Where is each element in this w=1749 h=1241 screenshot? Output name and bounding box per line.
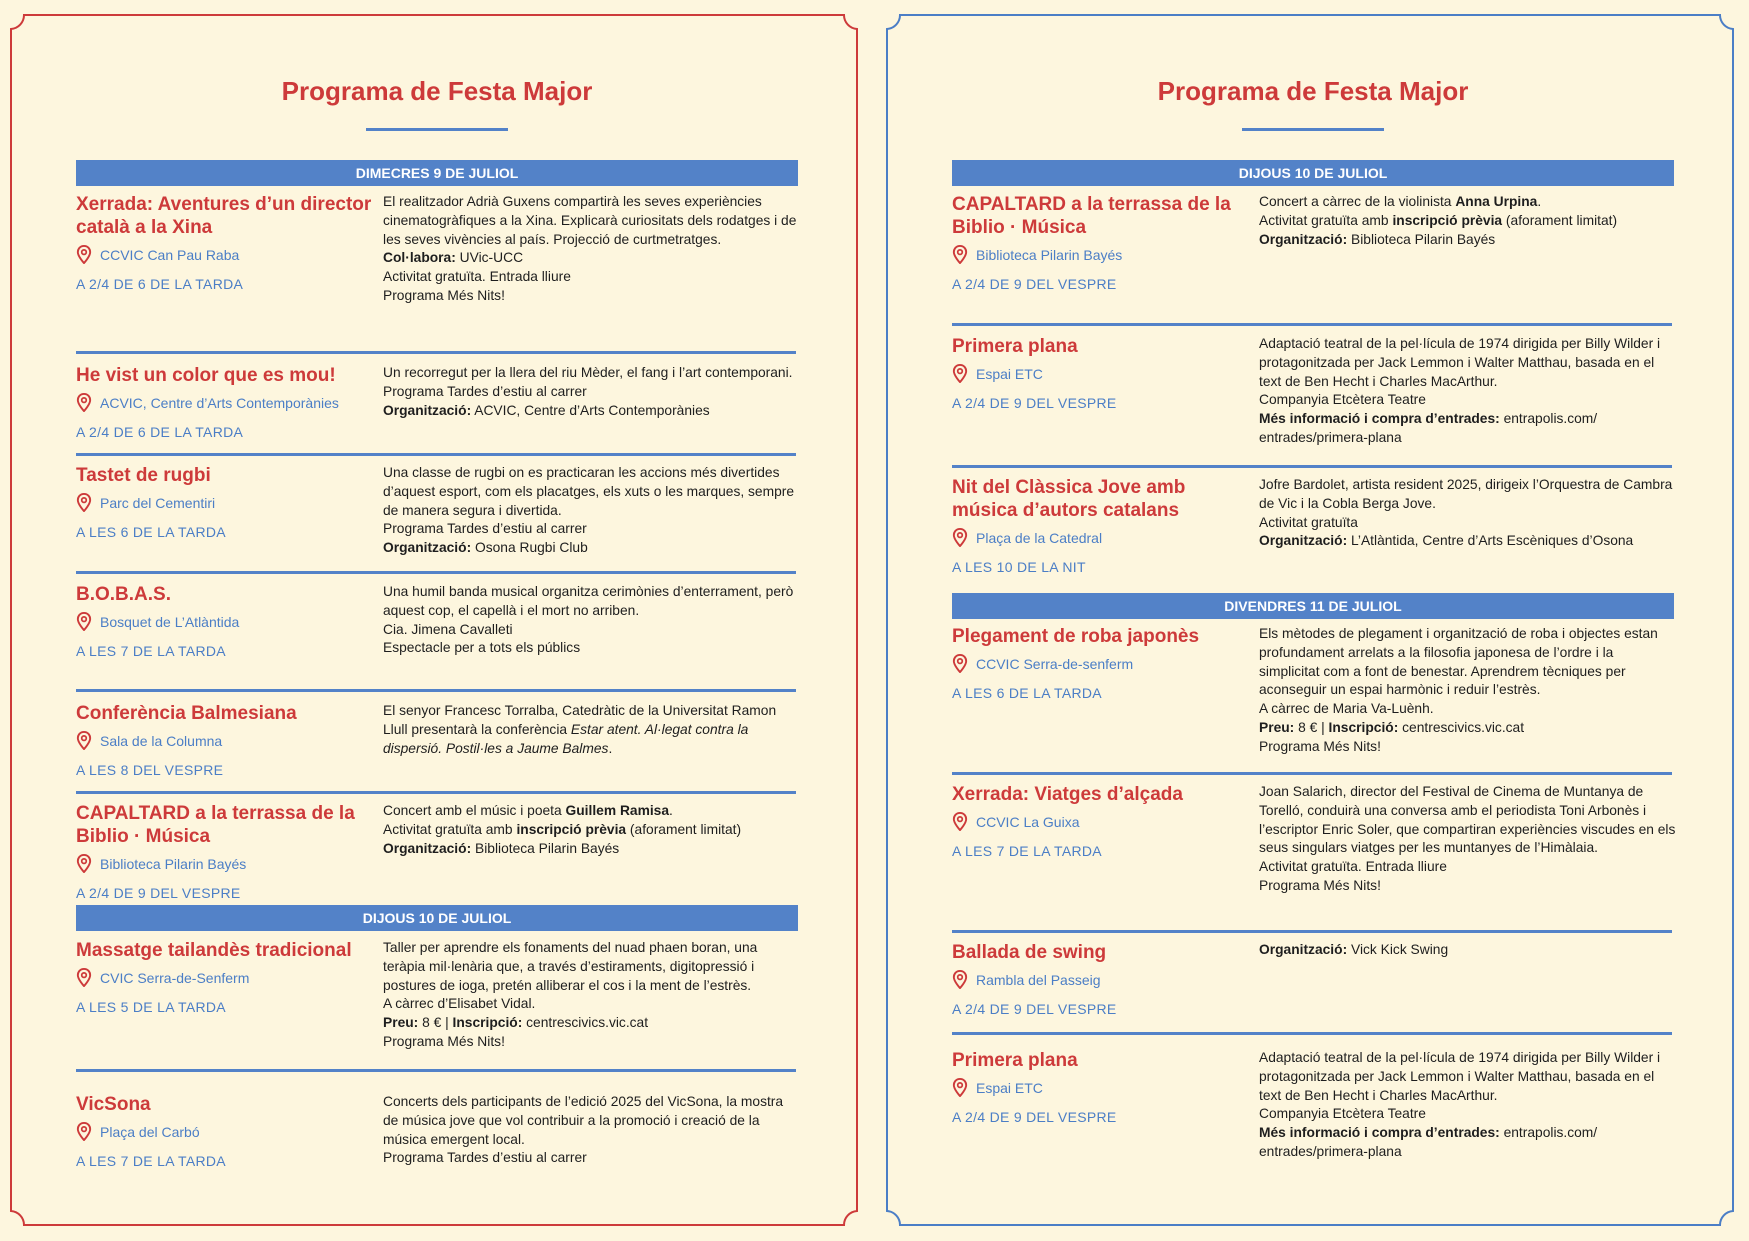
- event-title: Conferència Balmesiana: [76, 703, 297, 724]
- event-title: Ballada de swing: [952, 942, 1107, 963]
- event-description: [383, 364, 801, 420]
- description-text: Concert amb el músic i poeta: [383, 803, 566, 818]
- event-description: [1259, 941, 1677, 960]
- description-text: inscripció prèvia: [1392, 212, 1503, 228]
- event-time: A 2/4 DE 6 DE LA TARDA: [76, 276, 244, 292]
- description-text: Concert a càrrec de la violinista: [1259, 194, 1456, 209]
- description-line: [383, 821, 801, 840]
- event-time: A LES 7 DE LA TARDA: [952, 843, 1102, 859]
- event-location: [952, 528, 1252, 547]
- description-text: .: [608, 740, 613, 756]
- location-pin-icon: [76, 245, 92, 264]
- description-text: Organització:: [1259, 231, 1348, 247]
- description-text: Organització:: [1259, 533, 1348, 549]
- event-location-label: Espai ETC: [976, 365, 1043, 382]
- event-time: A 2/4 DE 9 DEL VESPRE: [952, 1109, 1117, 1125]
- event-description: [383, 802, 801, 858]
- description-text: Programa Tardes d’estiu al carrer: [383, 1150, 587, 1166]
- event-title: Nit del Clàssica Jove amb música d’autors catalans: [952, 477, 1186, 521]
- description-line: [383, 268, 801, 287]
- description-line: [383, 1033, 801, 1052]
- event-separator: [952, 323, 1672, 326]
- event-location-label: Espai ETC: [976, 1079, 1043, 1096]
- event-location: [952, 364, 1252, 383]
- description-text: Organització:: [1259, 942, 1348, 957]
- description-line: [1259, 476, 1677, 514]
- description-text: entrapolis.com/ entrades/primera-plana: [1259, 411, 1598, 445]
- description-line: [1259, 877, 1677, 896]
- event-location-label: Sala de la Columna: [100, 732, 223, 749]
- event-title: Primera plana: [952, 1050, 1078, 1071]
- event-title: VicSona: [76, 1094, 151, 1115]
- description-text: centrescivics.vic.cat: [522, 1015, 649, 1031]
- event-time: A 2/4 DE 9 DEL VESPRE: [76, 885, 241, 901]
- event-description: [1259, 193, 1677, 249]
- description-line: [383, 464, 801, 520]
- description-line: [383, 193, 801, 249]
- description-text: Taller per aprendre els fonaments del nuad phaen boran, una teràpia mil·lenària que, a través d’estiraments, digitopressió i postures de ioga, pretén alliberar el cos i la ment de l’estrès.: [383, 940, 758, 993]
- description-text: Programa Més Nits!: [383, 1033, 505, 1049]
- event-location: [952, 1078, 1252, 1097]
- event-location-label: Plaça del Carbó: [100, 1123, 200, 1140]
- event-location: [76, 731, 376, 750]
- event-location: [76, 612, 376, 631]
- description-text: UVic-UCC: [455, 250, 524, 266]
- event-separator: [76, 571, 796, 574]
- location-pin-icon: [952, 970, 968, 989]
- page-title: Programa de Festa Major: [1157, 76, 1469, 106]
- description-text: Activitat gratuïta: [1259, 514, 1358, 530]
- description-text: Adaptació teatral de la pel·lícula de 1974 dirigida per Billy Wilder i protagonitzada per Jack Lemmon i Walter Matthau, basada en el text de Ben Hecht i Charles MacArthur.: [1259, 1050, 1661, 1103]
- location-pin-icon: [76, 612, 92, 631]
- event-location-label: Biblioteca Pilarin Bayés: [100, 855, 247, 872]
- description-line: [383, 249, 801, 268]
- event-separator: [76, 689, 796, 692]
- description-text: entrapolis.com/ entrades/primera-plana: [1259, 1125, 1598, 1159]
- location-pin-icon: [76, 493, 92, 512]
- description-line: [383, 583, 801, 621]
- location-pin-icon: [952, 528, 968, 547]
- description-line: [383, 639, 801, 658]
- event-separator: [952, 465, 1672, 468]
- description-text: 8 € |: [418, 1015, 453, 1031]
- description-line: [383, 939, 801, 995]
- description-line: [383, 520, 801, 539]
- description-line: [383, 383, 801, 402]
- description-line: [1259, 532, 1677, 551]
- description-line: [1259, 719, 1677, 738]
- description-line: [383, 364, 801, 383]
- description-line: [1259, 858, 1677, 877]
- location-pin-icon: [76, 393, 92, 412]
- description-text: Concerts dels participants de l’edició 2025 del VicSona, la mostra de música jove que vol contribuir a la promoció i creació de la música emergent local.: [383, 1094, 784, 1147]
- event-location-label: Plaça de la Catedral: [976, 529, 1103, 546]
- description-text: Organització:: [383, 402, 472, 418]
- event-time: A LES 6 DE LA TARDA: [952, 685, 1102, 701]
- location-pin-icon: [76, 854, 92, 873]
- description-line: [1259, 738, 1677, 757]
- event-time: A LES 6 DE LA TARDA: [76, 524, 226, 540]
- title-underline: [1242, 128, 1384, 131]
- event-description: [383, 193, 801, 306]
- event-time: A 2/4 DE 9 DEL VESPRE: [952, 276, 1117, 292]
- description-line: [1259, 1105, 1677, 1124]
- event-location: [76, 245, 376, 264]
- description-line: [1259, 625, 1677, 700]
- page-title: Programa de Festa Major: [281, 76, 593, 106]
- event-time: A LES 7 DE LA TARDA: [76, 1153, 226, 1169]
- event-separator: [76, 791, 796, 794]
- description-text: Una humil banda musical organitza cerimònies d’enterrament, però aquest cop, el capellà i el mort no arriben.: [383, 584, 794, 618]
- event-location-label: CCVIC La Guixa: [976, 813, 1080, 830]
- description-text: (aforament limitat): [626, 821, 742, 837]
- description-text: Un recorregut per la llera del riu Mèder, el fang i l’art contemporani.: [383, 365, 793, 380]
- description-text: Guillem Ramisa: [565, 803, 670, 818]
- event-location: [76, 393, 376, 412]
- program-panel-left: [10, 14, 858, 1226]
- description-line: [383, 539, 801, 558]
- event-location-label: CCVIC Can Pau Raba: [100, 246, 240, 263]
- event-location-label: Biblioteca Pilarin Bayés: [976, 246, 1123, 263]
- description-line: [1259, 335, 1677, 391]
- event-separator: [952, 1032, 1672, 1035]
- description-text: Més informació i compra d’entrades:: [1259, 1125, 1500, 1141]
- event-location: [76, 1122, 376, 1141]
- event-separator: [76, 453, 796, 456]
- location-pin-icon: [952, 812, 968, 831]
- event-location-label: CVIC Serra-de-Senferm: [100, 969, 250, 986]
- description-line: [1259, 193, 1677, 212]
- location-pin-icon: [76, 968, 92, 987]
- event-time: A LES 5 DE LA TARDA: [76, 999, 226, 1015]
- description-text: Espectacle per a tots els públics: [383, 640, 581, 656]
- description-line: [383, 1093, 801, 1149]
- description-text: A càrrec d’Elisabet Vidal.: [383, 996, 536, 1012]
- event-title: Plegament de roba japonès: [952, 626, 1200, 647]
- event-time: A 2/4 DE 6 DE LA TARDA: [76, 424, 244, 440]
- description-text: .: [1537, 194, 1542, 209]
- description-text: Estar atent. Al·legat contra la dispersió. Postil·les a Jaume Balmes: [383, 721, 749, 756]
- description-line: [1259, 941, 1677, 960]
- event-location: [952, 654, 1252, 673]
- event-location: [76, 968, 376, 987]
- location-pin-icon: [952, 364, 968, 383]
- event-description: [383, 464, 801, 558]
- event-title: Massatge tailandès tradicional: [76, 940, 352, 961]
- day-header: DIJOUS 10 DE JULIOL: [76, 905, 798, 931]
- description-text: Biblioteca Pilarin Bayés: [471, 840, 620, 856]
- description-text: A càrrec de Maria Va-Luènh.: [1259, 701, 1434, 717]
- event-location-label: CCVIC Serra-de-senferm: [976, 655, 1134, 672]
- location-pin-icon: [76, 731, 92, 750]
- description-text: Programa Tardes d’estiu al carrer: [383, 521, 587, 537]
- description-text: ACVIC, Centre d’Arts Contemporànies: [471, 402, 710, 418]
- description-line: [383, 802, 801, 821]
- day-header: DIMECRES 9 DE JULIOL: [76, 160, 798, 186]
- event-title: Xerrada: Viatges d’alçada: [952, 784, 1183, 805]
- description-text: Una classe de rugbi on es practicaran les accions més divertides d’aquest esport, com els placatges, els xuts o les marques, sempre de manera segura i divertida.: [383, 465, 795, 518]
- event-description: [1259, 1049, 1677, 1162]
- event-description: [383, 702, 801, 758]
- event-description: [1259, 625, 1677, 757]
- event-description: [383, 939, 801, 1052]
- description-text: Cia. Jimena Cavalleti: [383, 621, 513, 637]
- event-location: [76, 493, 376, 512]
- description-line: [1259, 700, 1677, 719]
- location-pin-icon: [76, 1122, 92, 1141]
- description-text: Programa Tardes d’estiu al carrer: [383, 383, 587, 399]
- description-line: [1259, 1124, 1677, 1162]
- description-text: Osona Rugbi Club: [471, 540, 588, 556]
- description-text: Preu:: [1259, 719, 1295, 735]
- description-text: L’Atlàntida, Centre d’Arts Escèniques d’Osona: [1347, 533, 1634, 549]
- location-pin-icon: [952, 245, 968, 264]
- event-location: [952, 970, 1252, 989]
- description-text: Organització:: [383, 840, 472, 856]
- description-line: [1259, 1049, 1677, 1105]
- description-line: [1259, 212, 1677, 231]
- description-line: [1259, 783, 1677, 858]
- description-text: Activitat gratuïta amb: [383, 821, 517, 837]
- description-text: 8 € |: [1294, 719, 1329, 735]
- description-text: inscripció prèvia: [516, 821, 627, 837]
- event-description: [1259, 476, 1677, 551]
- event-time: A LES 8 DEL VESPRE: [76, 762, 224, 778]
- event-description: [383, 583, 801, 658]
- event-location-label: ACVIC, Centre d’Arts Contemporànies: [100, 394, 339, 411]
- description-text: Companyia Etcètera Teatre: [1259, 392, 1426, 408]
- description-text: .: [669, 803, 673, 818]
- event-description: [1259, 783, 1677, 896]
- program-panel-right: [886, 14, 1734, 1226]
- description-text: Organització:: [383, 540, 472, 556]
- location-pin-icon: [952, 1078, 968, 1097]
- event-location-label: Parc del Cementiri: [100, 494, 216, 511]
- description-text: Anna Urpina: [1455, 194, 1538, 209]
- event-title: Xerrada: Aventures d’un director català a la Xina: [76, 194, 372, 238]
- description-line: [383, 402, 801, 421]
- description-text: Col·labora:: [383, 250, 456, 266]
- description-line: [383, 1014, 801, 1033]
- description-text: El realitzador Adrià Guxens compartirà les seves experiències cinematogràfiques a la Xina. Explicarà curiositats dels rodatges i de les seves vivències al país. Projecció de curtmetratges.: [383, 194, 797, 247]
- event-title: CAPALTARD a la terrassa de la Biblio · Música: [76, 803, 355, 847]
- description-line: [1259, 514, 1677, 533]
- description-line: [1259, 391, 1677, 410]
- description-text: Programa Més Nits!: [1259, 877, 1381, 893]
- description-text: Activitat gratuïta amb: [1259, 212, 1393, 228]
- event-separator: [76, 1069, 796, 1072]
- description-text: Companyia Etcètera Teatre: [1259, 1106, 1426, 1122]
- description-line: [383, 1149, 801, 1168]
- day-header: DIVENDRES 11 DE JULIOL: [952, 593, 1674, 619]
- description-line: [383, 621, 801, 640]
- event-description: [1259, 335, 1677, 448]
- description-text: centrescivics.vic.cat: [1398, 719, 1525, 735]
- description-line: [1259, 231, 1677, 250]
- event-title: CAPALTARD a la terrassa de la Biblio · Música: [952, 194, 1231, 238]
- event-separator: [952, 930, 1672, 933]
- description-text: Els mètodes de plegament i organització de roba i objectes estan profundament arrelats a la filosofia japonesa de l’ordre i la simplicitat com a font de benestar. Aprendrem tècniques per aconseguir un espai harmònic i reduir l’estrès.: [1259, 626, 1658, 698]
- event-title: He vist un color que es mou!: [76, 365, 336, 386]
- description-text: (aforament limitat): [1502, 212, 1618, 228]
- description-line: [383, 995, 801, 1014]
- description-text: Vick Kick Swing: [1347, 942, 1449, 957]
- day-header: DIJOUS 10 DE JULIOL: [952, 160, 1674, 186]
- event-location-label: Bosquet de L’Atlàntida: [100, 613, 240, 630]
- description-line: [383, 702, 801, 758]
- event-title: Primera plana: [952, 336, 1078, 357]
- description-text: Inscripció:: [1328, 719, 1399, 735]
- event-location: [952, 245, 1252, 264]
- description-line: [383, 287, 801, 306]
- description-line: [383, 840, 801, 859]
- description-text: Preu:: [383, 1015, 419, 1031]
- description-text: Programa Més Nits!: [1259, 738, 1381, 754]
- description-text: Activitat gratuïta. Entrada lliure: [383, 269, 571, 285]
- event-separator: [76, 351, 796, 354]
- event-location: [952, 812, 1252, 831]
- description-text: Activitat gratuïta. Entrada lliure: [1259, 859, 1447, 875]
- event-time: A 2/4 DE 9 DEL VESPRE: [952, 395, 1117, 411]
- description-text: El senyor Francesc Torralba, Catedràtic de la Universitat Ramon Llull presentarà la conferència: [383, 703, 777, 737]
- location-pin-icon: [952, 654, 968, 673]
- event-location-label: Rambla del Passeig: [976, 971, 1101, 988]
- event-description: [383, 1093, 801, 1168]
- description-text: Inscripció:: [452, 1015, 523, 1031]
- description-text: Més informació i compra d’entrades:: [1259, 411, 1500, 427]
- event-time: A 2/4 DE 9 DEL VESPRE: [952, 1001, 1117, 1017]
- event-separator: [952, 772, 1672, 775]
- event-title: Tastet de rugbi: [76, 465, 211, 486]
- description-text: Programa Més Nits!: [383, 287, 505, 303]
- event-location: [76, 854, 376, 873]
- description-text: Joan Salarich, director del Festival de Cinema de Muntanya de Torelló, conduirà una conversa amb el periodista Toni Arbonès i l’escriptor Enric Soler, que compartiran experiències viscudes en els seus singulars viatges per les muntanyes de l’Himàlaia.: [1259, 784, 1676, 856]
- description-text: Biblioteca Pilarin Bayés: [1347, 231, 1496, 247]
- description-line: [1259, 410, 1677, 448]
- title-underline: [366, 128, 508, 131]
- event-time: A LES 7 DE LA TARDA: [76, 643, 226, 659]
- event-title: B.O.B.A.S.: [76, 584, 172, 605]
- description-text: Adaptació teatral de la pel·lícula de 1974 dirigida per Billy Wilder i protagonitzada per Jack Lemmon i Walter Matthau, basada en el text de Ben Hecht i Charles MacArthur.: [1259, 336, 1661, 389]
- description-text: Jofre Bardolet, artista resident 2025, dirigeix l’Orquestra de Cambra de Vic i la Cobla Berga Jove.: [1259, 477, 1673, 511]
- event-time: A LES 10 DE LA NIT: [952, 559, 1086, 575]
